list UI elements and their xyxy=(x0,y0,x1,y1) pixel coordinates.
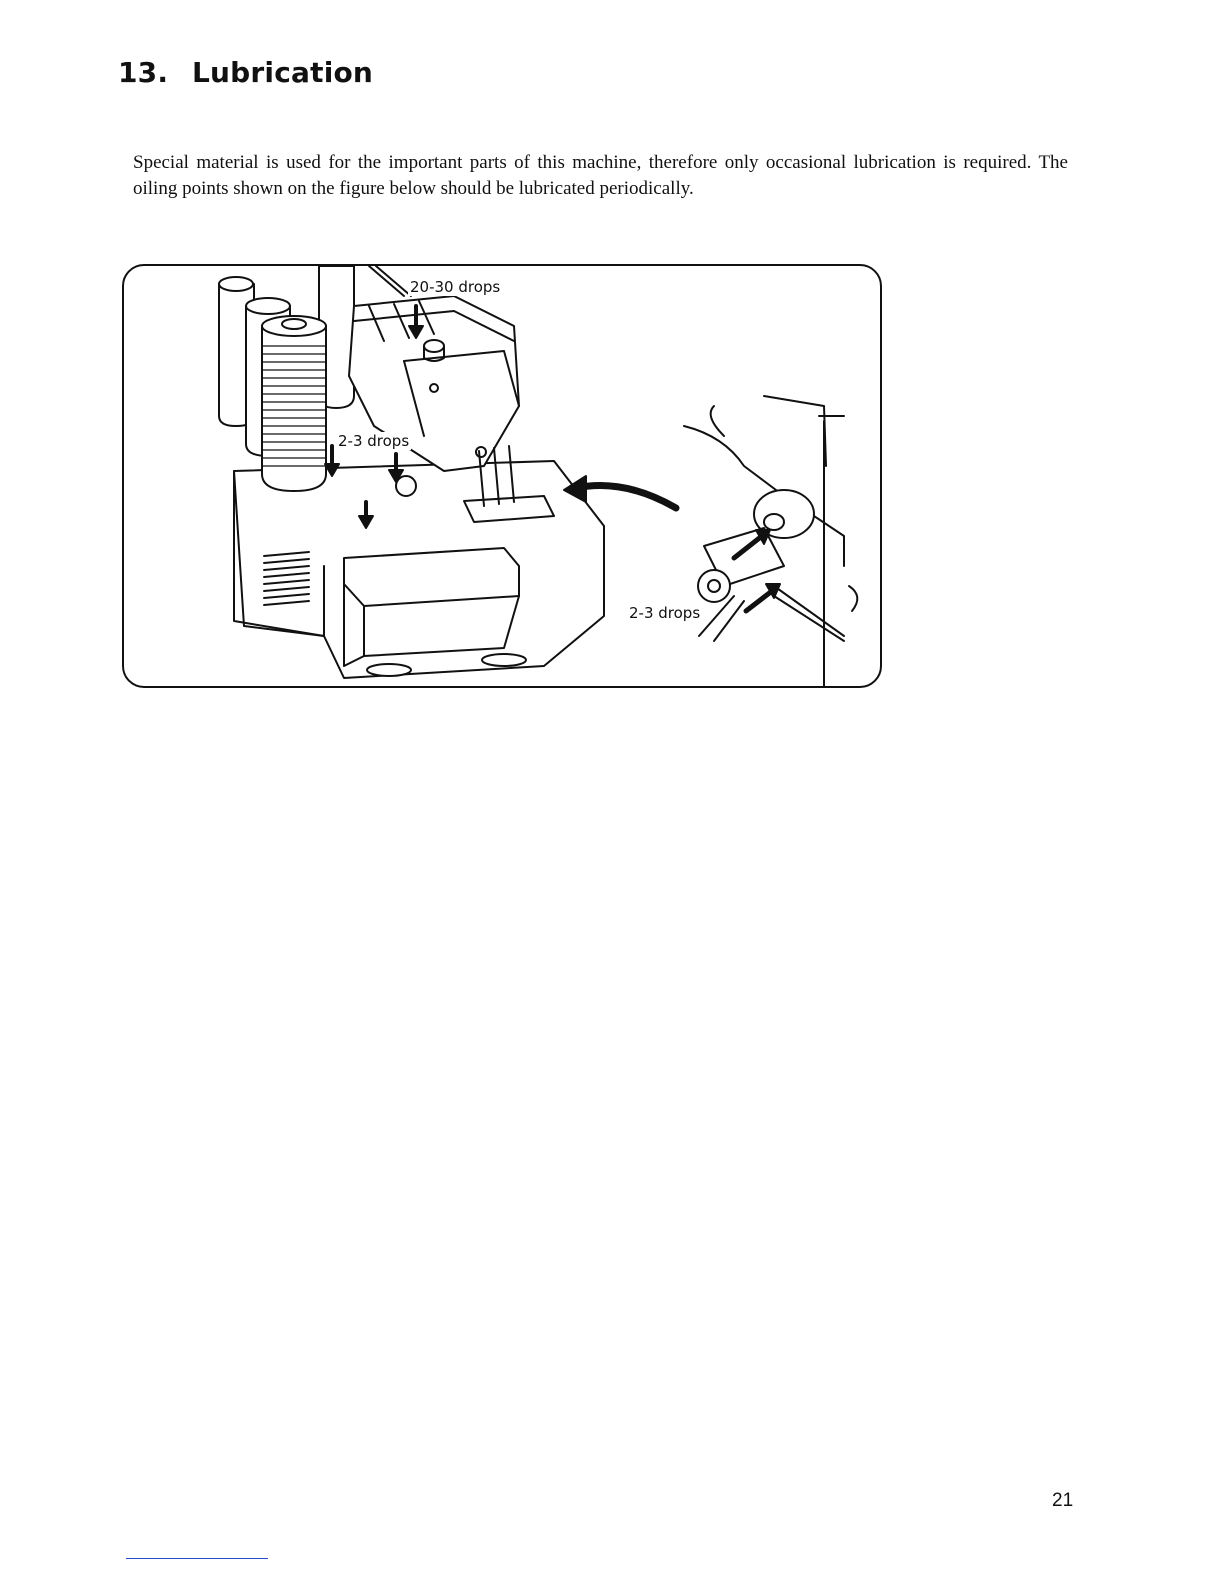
overlock-machine-illustration xyxy=(124,266,882,688)
section-heading xyxy=(118,56,373,89)
intro-paragraph: Special material is used for the important parts of this machine, therefore only occasional lubrication is required. The oiling points shown on the figure below should be lubricated periodically. xyxy=(133,152,1068,199)
label-left-oil-point: 2-3 drops xyxy=(338,432,410,450)
label-top-oil-point: 20-30 drops xyxy=(410,278,501,296)
page-number: 21 xyxy=(1052,1490,1074,1511)
thread-cone-3 xyxy=(262,316,326,491)
footer-rule xyxy=(126,1558,268,1559)
label-detail-oil-point: 2-3 drops xyxy=(629,604,701,622)
detail-view xyxy=(684,396,857,686)
section-number: 13. xyxy=(118,56,169,89)
section-title: Lubrication xyxy=(192,56,374,89)
lubrication-figure xyxy=(122,264,882,688)
